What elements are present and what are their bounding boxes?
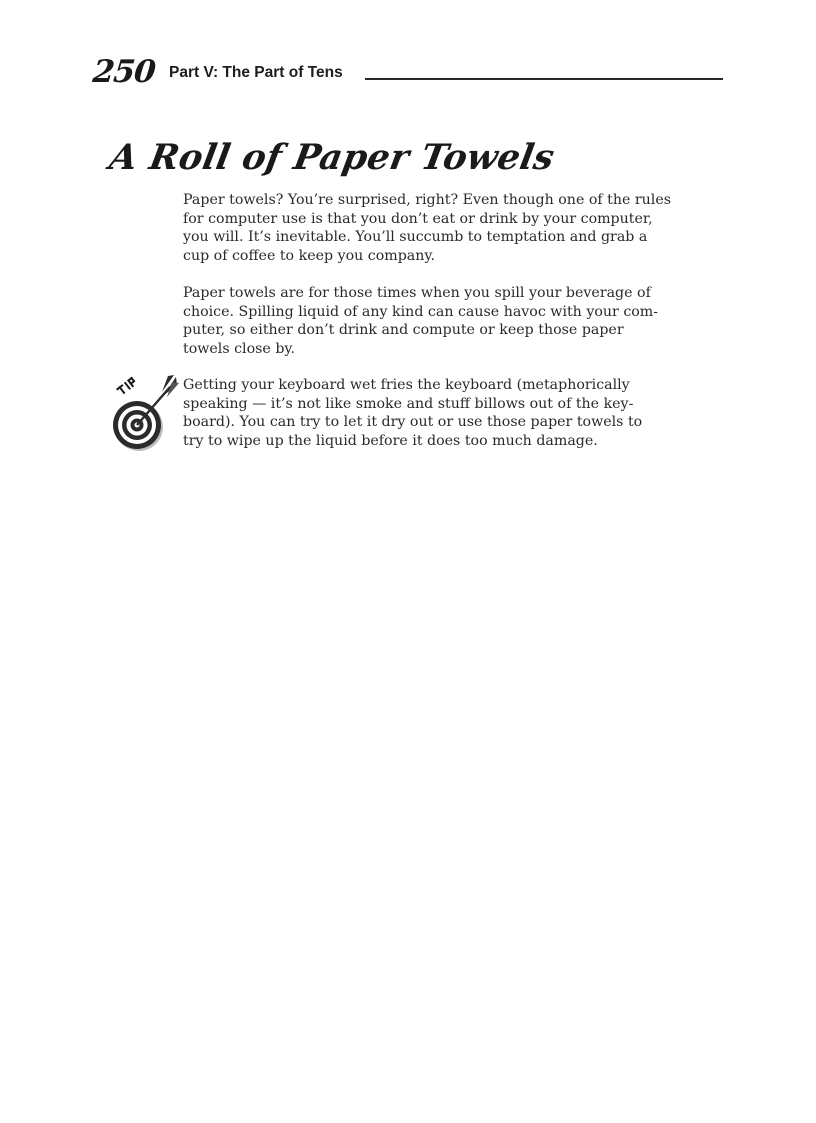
text-line: board). You can try to let it dry out or use those paper towels to [183, 414, 643, 431]
header-rule [365, 78, 723, 80]
page-number: 250 [91, 54, 157, 90]
body-paragraph [183, 284, 728, 358]
running-head [93, 54, 723, 94]
part-title: Part V: The Part of Tens [169, 64, 343, 81]
tip-target-icon [104, 373, 180, 453]
body-paragraph [183, 191, 728, 265]
section-title: A Roll of Paper Towels [106, 137, 558, 178]
text-line: Getting your keyboard wet fries the keyboard (metaphorically [183, 377, 630, 393]
text-line: puter, so either don’t drink and compute or keep those paper [183, 322, 624, 339]
text-line: try to wipe up the liquid before it does too much damage. [183, 432, 598, 449]
tip-paragraph [183, 376, 728, 450]
text-line: Paper towels are for those times when you spill your beverage of [183, 285, 651, 301]
text-line: choice. Spilling liquid of any kind can cause havoc with your com- [183, 303, 659, 320]
text-line: you will. It’s inevitable. You’ll succumb to temptation and grab a [183, 229, 648, 246]
text-line: towels close by. [183, 340, 296, 357]
text-line: speaking — it’s not like smoke and stuff billows out of the key- [183, 395, 634, 412]
text-line: for computer use is that you don’t eat or drink by your computer, [183, 210, 653, 227]
text-line: cup of coffee to keep you company. [183, 247, 436, 264]
text-line: Paper towels? You’re surprised, right? Even though one of the rules [183, 192, 672, 208]
